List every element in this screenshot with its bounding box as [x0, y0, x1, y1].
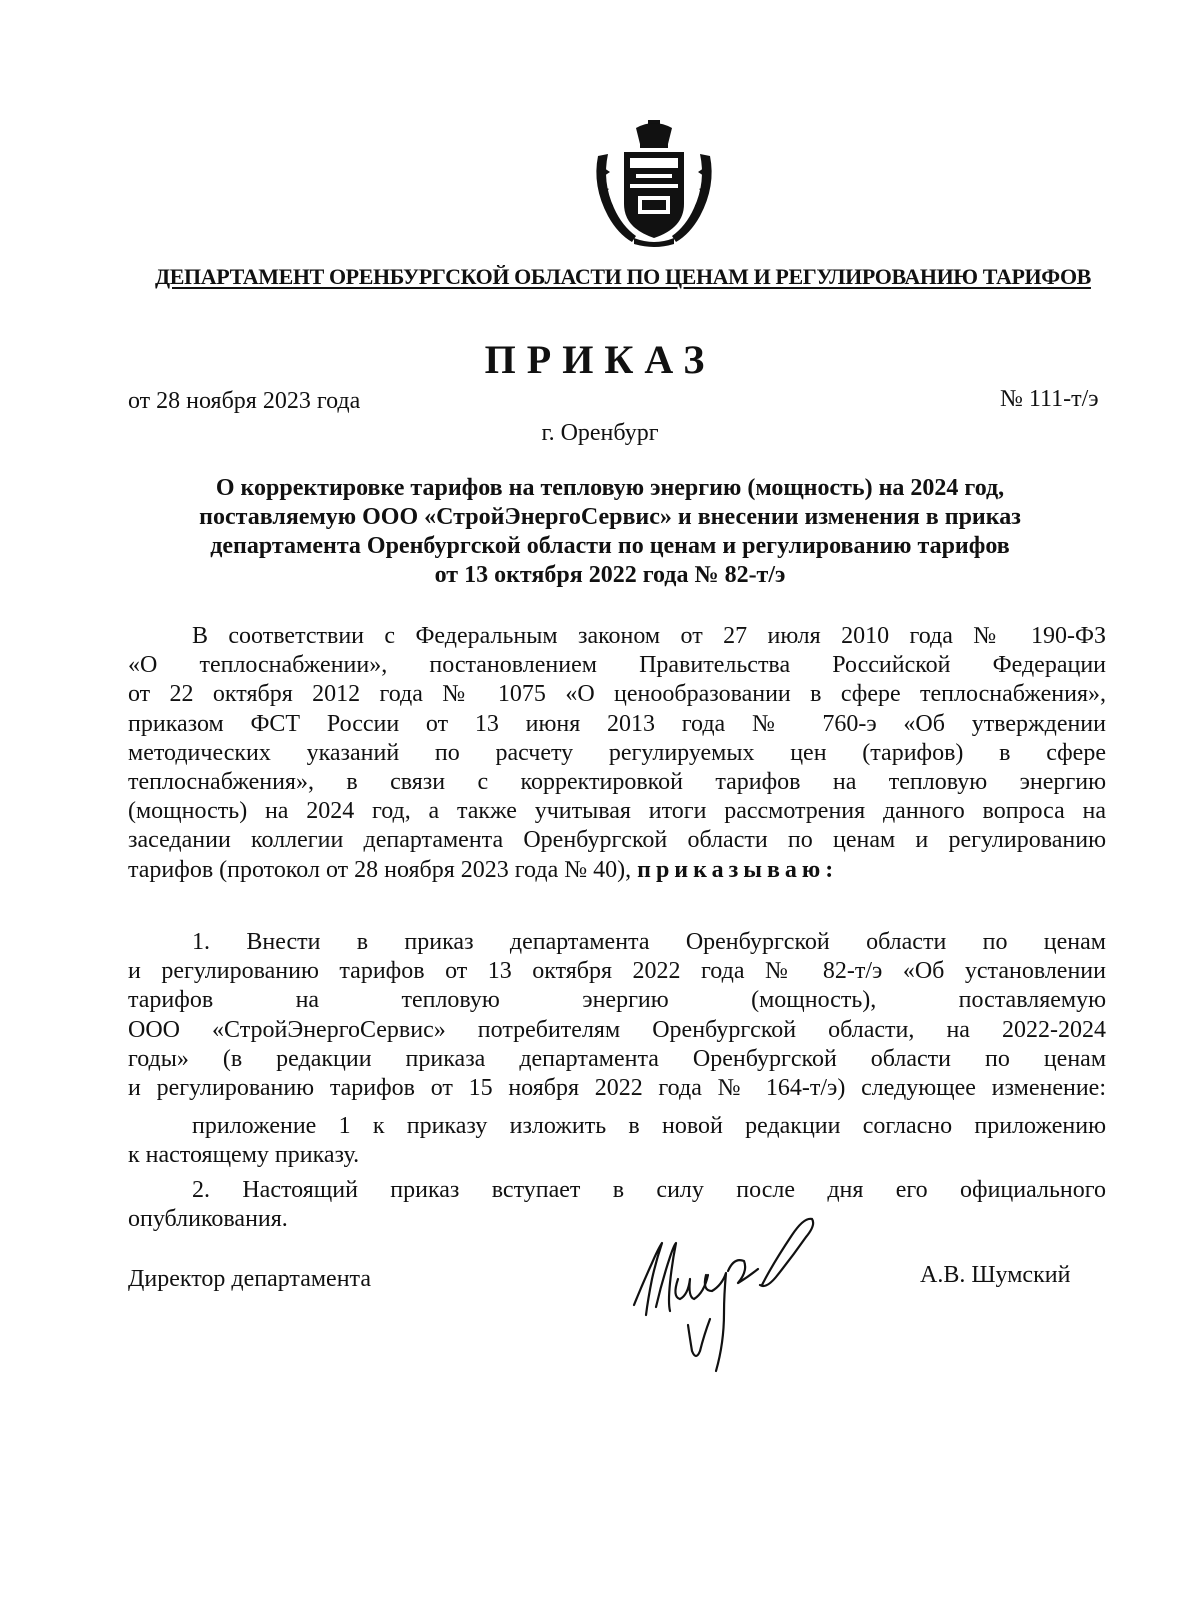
paragraph-line: от 22 октября 2012 года № 1075 «О ценообразовании в сфере теплоснабжения»,	[128, 681, 1106, 708]
paragraph-line: ООО «СтройЭнергоСервис» потребителям Оренбургской области, на 2022-2024	[128, 1016, 1106, 1043]
paragraph-line: и регулированию тарифов от 15 ноября 2022 года № 164-т/э) следующее изменение:	[128, 1075, 1106, 1102]
document-type-heading: ПРИКАЗ	[484, 337, 716, 382]
paragraph-line: приложение 1 к приказу изложить в новой редакции согласно приложению	[192, 1113, 1106, 1139]
item-1-subparagraph	[128, 1112, 1106, 1170]
paragraph-text: тарифов (протокол от 28 ноября 2023 года № 40),	[128, 856, 632, 883]
handwritten-signature	[622, 1215, 842, 1375]
paragraph-line	[128, 856, 1106, 885]
paragraph-line: к настоящему приказу.	[128, 1142, 360, 1169]
preamble-paragraph	[128, 622, 1106, 885]
title-line: О корректировке тарифов на тепловую энергию (мощность) на 2024 год,	[215, 475, 1005, 501]
paragraph-line: и регулированию тарифов от 13 октября 2022 года № 82-т/э «Об установлении	[128, 958, 1106, 985]
item-1-paragraph	[128, 928, 1106, 1103]
order-word: приказываю:	[637, 856, 839, 883]
title-line: поставляемую ООО «СтройЭнергоСервис» и внесении изменения в приказ	[199, 504, 1021, 530]
paragraph-line: 2. Настоящий приказ вступает в силу после дня его официального	[192, 1177, 1106, 1203]
paragraph-line: заседании коллегии департамента Оренбургской области по ценам и регулированию	[128, 827, 1106, 854]
order-title	[150, 474, 1070, 590]
signatory-role: Директор департамента	[128, 1266, 371, 1292]
paragraph-line: (мощность) на 2024 год, а также учитывая итоги рассмотрения данного вопроса на	[128, 798, 1106, 825]
paragraph-line: В соответствии с Федеральным законом от 27 июля 2010 года № 190-ФЗ	[192, 623, 1106, 649]
order-city: г. Оренбург	[541, 420, 659, 446]
paragraph-line: теплоснабжения», в связи с корректировкой тарифов на тепловую энергию	[128, 769, 1106, 796]
title-line: от 13 октября 2022 года № 82-т/э	[434, 562, 786, 588]
paragraph-line: годы» (в редакции приказа департамента Оренбургской области по ценам	[128, 1045, 1106, 1072]
order-number: № 111-т/э	[1000, 386, 1099, 412]
coat-of-arms-emblem	[590, 116, 718, 248]
item-2-paragraph	[128, 1176, 1106, 1234]
signatory-name: А.В. Шумский	[920, 1262, 1071, 1288]
order-date: от 28 ноября 2023 года	[128, 388, 361, 414]
title-line: департамента Оренбургской области по ценам и регулированию тарифов	[210, 533, 1010, 559]
paragraph-line: 1. Внести в приказ департамента Оренбургской области по ценам	[192, 929, 1106, 955]
paragraph-line: опубликования.	[128, 1206, 288, 1233]
paragraph-line: тарифов на тепловую энергию (мощность), поставляемую	[128, 987, 1106, 1014]
paragraph-line: методических указаний по расчету регулируемых цен (тарифов) в сфере	[128, 739, 1106, 766]
department-heading: ДЕПАРТАМЕНТ ОРЕНБУРГСКОЙ ОБЛАСТИ ПО ЦЕНАМ И РЕГУЛИРОВАНИЮ ТАРИФОВ	[155, 264, 1091, 289]
paragraph-line: приказом ФСТ России от 13 июня 2013 года № 760-э «Об утверждении	[128, 710, 1106, 737]
paragraph-line: «О теплоснабжении», постановлением Правительства Российской Федерации	[128, 652, 1106, 679]
